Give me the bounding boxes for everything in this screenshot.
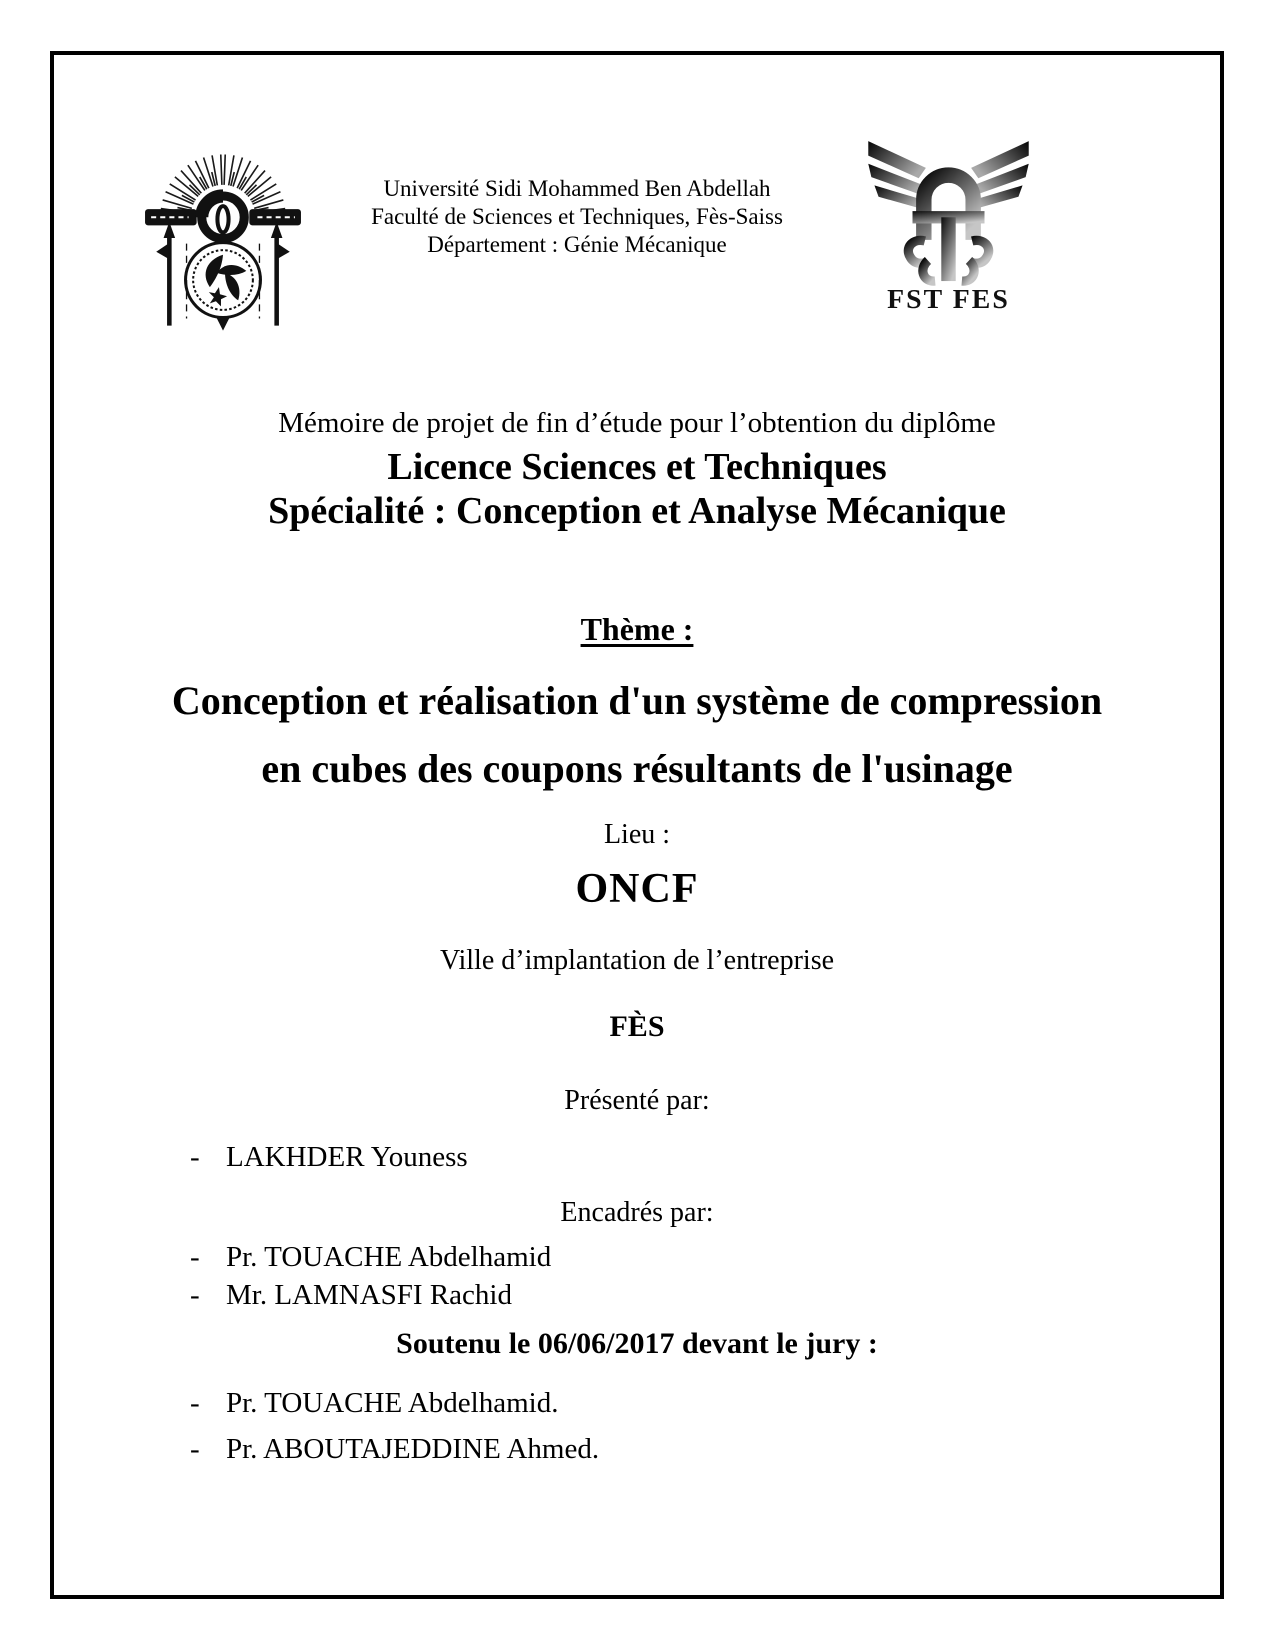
list-item-author xyxy=(190,1141,468,1174)
location-label: Lieu : xyxy=(603,819,671,850)
page-border-frame xyxy=(50,51,1224,1599)
diploma-degree: Licence Sciences et Techniques xyxy=(387,446,887,488)
supervisor-name: Mr. LAMNASFI Rachid xyxy=(226,1279,512,1311)
diploma-intro: Mémoire de projet de fin d’étude pour l’obtention du diplôme xyxy=(278,407,996,439)
list-item-supervisor xyxy=(190,1279,512,1312)
bullet-dash: - xyxy=(190,1433,200,1465)
fst-fes-logo-icon xyxy=(866,135,1031,315)
supervised-by-label: Encadrés par: xyxy=(560,1197,714,1228)
bullet-dash: - xyxy=(190,1141,200,1173)
fst-fes-logo-caption: FST FES xyxy=(887,283,1010,315)
presented-by-label: Présenté par: xyxy=(564,1085,710,1116)
fst-monogram xyxy=(908,175,988,281)
thesis-title-line2: en cubes des coupons résultants de l'usinage xyxy=(261,746,1013,791)
department-name: Département : Génie Mécanique xyxy=(427,232,727,257)
supervisor-name: Pr. TOUACHE Abdelhamid xyxy=(226,1241,552,1273)
bullet-dash: - xyxy=(190,1241,200,1273)
list-item-jury xyxy=(190,1433,599,1466)
university-name: Université Sidi Mohammed Ben Abdellah xyxy=(383,176,771,201)
list-item-supervisor xyxy=(190,1241,551,1274)
theme-label: Thème : xyxy=(580,611,694,647)
jury-member-name: Pr. ABOUTAJEDDINE Ahmed. xyxy=(226,1433,600,1465)
list-item-jury xyxy=(190,1387,558,1420)
city-name: FÈS xyxy=(609,1010,665,1043)
defense-label: Soutenu le 06/06/2017 devant le jury : xyxy=(396,1327,878,1360)
faculty-name: Faculté de Sciences et Techniques, Fès-Saiss xyxy=(371,204,783,229)
thesis-title-line1: Conception et réalisation d'un système de compression xyxy=(171,678,1103,723)
author-name: LAKHDER Youness xyxy=(226,1141,468,1173)
jury-member-name: Pr. TOUACHE Abdelhamid. xyxy=(226,1387,559,1419)
bullet-dash: - xyxy=(190,1279,200,1311)
city-label: Ville d’implantation de l’entreprise xyxy=(439,945,835,976)
bullet-dash: - xyxy=(190,1387,200,1419)
diploma-specialty: Spécialité : Conception et Analyse Mécanique xyxy=(268,490,1006,532)
organization-name: ONCF xyxy=(575,866,699,912)
